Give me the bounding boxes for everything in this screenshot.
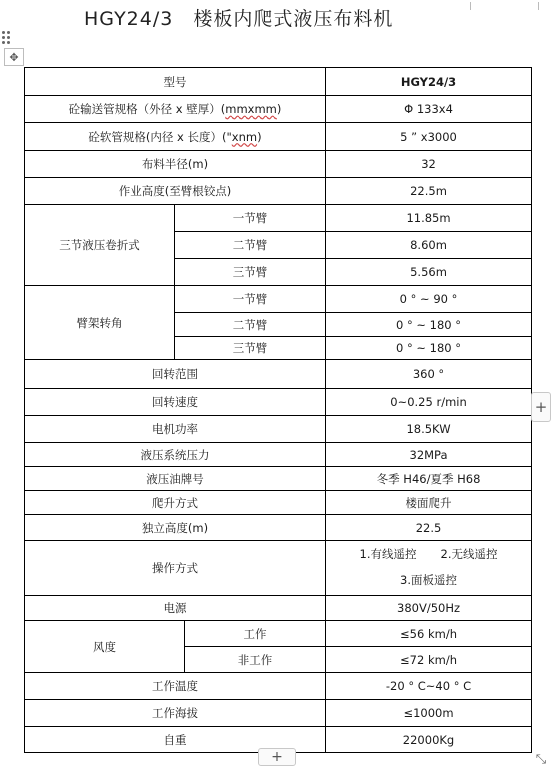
table-row <box>25 443 532 467</box>
free-height-value-cell[interactable]: 22.5 <box>326 515 532 541</box>
operation-value-cell[interactable] <box>326 541 532 596</box>
operation-option-wireless: 2.无线遥控 <box>440 547 498 562</box>
hyd-pressure-label-cell[interactable]: 液压系统压力 <box>25 443 326 467</box>
wind-group-label-cell[interactable]: 风度 <box>25 621 185 673</box>
radius-value-cell[interactable]: 32 <box>326 151 532 178</box>
pipe-soft-label-close: ) <box>257 129 262 144</box>
free-height-label-cell[interactable]: 独立高度(m) <box>25 515 326 541</box>
table-move-handle-icon[interactable]: ✥ <box>4 48 24 66</box>
rotate-value-cell[interactable]: 0 ° ~ 180 ° <box>326 313 532 337</box>
table-row <box>25 151 532 178</box>
table-row <box>25 68 532 96</box>
pipe-outer-label-close: ) <box>276 102 282 116</box>
table-row <box>25 416 532 443</box>
table-row <box>25 123 532 151</box>
fold-sub-label-cell[interactable]: 二节臂 <box>175 232 326 259</box>
fold-value-cell[interactable]: 11.85m <box>326 205 532 232</box>
fold-sub-label-cell[interactable]: 一节臂 <box>175 205 326 232</box>
fold-value-cell[interactable]: 5.56m <box>326 259 532 286</box>
pipe-outer-label: 砼输送管规格（外径 x 壁厚）( <box>68 102 226 116</box>
height-value-cell[interactable]: 22.5m <box>326 178 532 205</box>
temp-label-cell[interactable]: 工作温度 <box>25 673 326 700</box>
operation-label-cell[interactable]: 操作方式 <box>25 541 326 596</box>
wind-value-cell[interactable]: ≤56 km/h <box>326 621 532 647</box>
page-corner-mark <box>470 2 479 10</box>
pipe-soft-value-cell[interactable]: 5 ” x3000 <box>326 123 532 151</box>
table-row <box>25 389 532 416</box>
wind-value-cell[interactable]: ≤72 km/h <box>326 647 532 673</box>
operation-option-panel: 3.面板遥控 <box>400 573 457 587</box>
motor-power-label-cell[interactable]: 电机功率 <box>25 416 326 443</box>
climb-value-cell[interactable]: 楼面爬升 <box>326 491 532 515</box>
table-row <box>25 360 532 389</box>
page-corner-mark <box>530 2 539 10</box>
add-row-button[interactable]: + <box>258 748 296 766</box>
climb-label-cell[interactable]: 爬升方式 <box>25 491 326 515</box>
wind-sub-label-cell[interactable]: 非工作 <box>185 647 326 673</box>
altitude-label-cell[interactable]: 工作海拔 <box>25 700 326 727</box>
table-row <box>25 491 532 515</box>
hyd-oil-value-cell[interactable]: 冬季 H46/夏季 H68 <box>326 467 532 491</box>
table-row <box>25 596 532 621</box>
hyd-oil-label-cell[interactable]: 液压油牌号 <box>25 467 326 491</box>
title-model-code: HGY24/3 <box>84 8 174 30</box>
rotate-sub-label-cell[interactable]: 一节臂 <box>175 286 326 313</box>
slew-speed-label-cell[interactable]: 回转速度 <box>25 389 326 416</box>
table-resize-icon[interactable]: ⤡ <box>535 751 547 767</box>
power-label-cell[interactable]: 电源 <box>25 596 326 621</box>
rotate-sub-label-cell[interactable]: 二节臂 <box>175 313 326 337</box>
wind-sub-label-cell[interactable]: 工作 <box>185 621 326 647</box>
rotate-value-cell[interactable]: 0 ° ~ 180 ° <box>326 337 532 360</box>
rotate-sub-label-cell[interactable]: 三节臂 <box>175 337 326 360</box>
weight-label-cell[interactable]: 自重 <box>25 727 326 753</box>
motor-power-value-cell[interactable]: 18.5KW <box>326 416 532 443</box>
fold-group-label-cell[interactable]: 三节液压卷折式 <box>25 205 175 286</box>
table-row <box>25 205 532 232</box>
pipe-soft-unit: xnm <box>231 129 258 144</box>
drag-dots-icon[interactable] <box>0 29 14 49</box>
table-row <box>25 541 532 596</box>
slew-range-value-cell[interactable]: 360 ° <box>326 360 532 389</box>
operation-option-wired: 1.有线遥控 <box>359 547 417 562</box>
pipe-soft-label: 砼软管规格(内径 x 长度）(" <box>88 129 232 144</box>
temp-value-cell[interactable]: -20 ° C~40 ° C <box>326 673 532 700</box>
radius-label-cell[interactable]: 布料半径(m) <box>25 151 326 178</box>
table-row <box>25 515 532 541</box>
weight-value-cell[interactable]: 22000Kg <box>326 727 532 753</box>
spec-table <box>24 67 532 753</box>
document-title <box>84 4 504 34</box>
fold-sub-label-cell[interactable]: 三节臂 <box>175 259 326 286</box>
power-value-cell[interactable]: 380V/50Hz <box>326 596 532 621</box>
slew-speed-value-cell[interactable]: 0~0.25 r/min <box>326 389 532 416</box>
table-row <box>25 467 532 491</box>
table-row <box>25 178 532 205</box>
pipe-soft-label-cell[interactable] <box>25 123 326 151</box>
table-row <box>25 96 532 123</box>
altitude-value-cell[interactable]: ≤1000m <box>326 700 532 727</box>
table-row <box>25 700 532 727</box>
table-row <box>25 286 532 313</box>
header-label-cell[interactable]: 型号 <box>25 68 326 96</box>
fold-value-cell[interactable]: 8.60m <box>326 232 532 259</box>
rotate-group-label-cell[interactable]: 臂架转角 <box>25 286 175 360</box>
height-label-cell[interactable]: 作业高度(至臂根铰点) <box>25 178 326 205</box>
title-machine-name: 楼板内爬式液压布料机 <box>193 8 394 30</box>
slew-range-label-cell[interactable]: 回转范围 <box>25 360 326 389</box>
pipe-outer-unit: mmxmm <box>225 102 277 116</box>
pipe-outer-label-cell[interactable] <box>25 96 326 123</box>
add-column-button[interactable]: + <box>531 392 551 422</box>
pipe-outer-value-cell[interactable]: Φ 133x4 <box>326 96 532 123</box>
hyd-pressure-value-cell[interactable]: 32MPa <box>326 443 532 467</box>
rotate-value-cell[interactable]: 0 ° ~ 90 ° <box>326 286 532 313</box>
header-value-cell[interactable]: HGY24/3 <box>326 68 532 96</box>
table-row <box>25 673 532 700</box>
table-row <box>25 621 532 647</box>
